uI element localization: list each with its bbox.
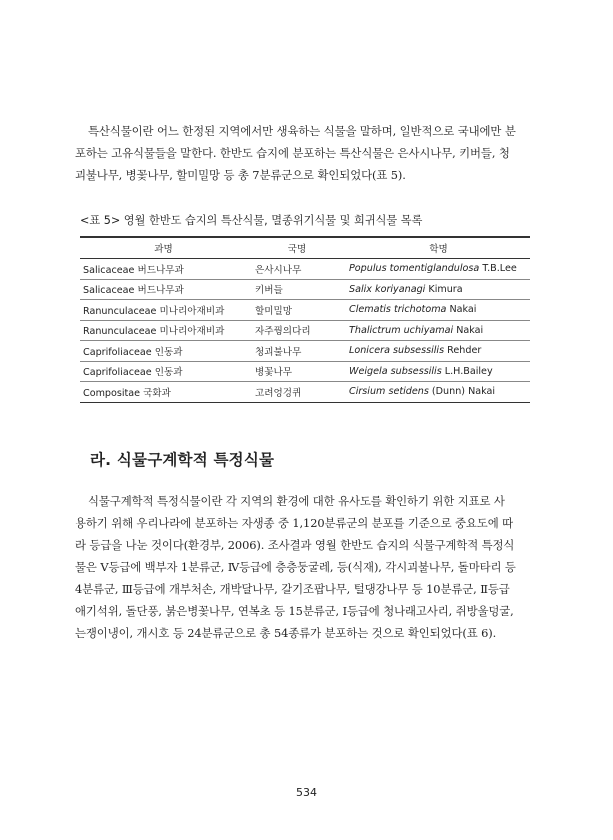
column-header-scientific-name: 학명: [347, 237, 530, 259]
scientific-name-author: (Dunn) Nakai: [431, 386, 496, 398]
scientific-name-cell: [347, 361, 530, 382]
scientific-name-author: L.H.Bailey: [444, 365, 493, 377]
column-header-family: 과명: [80, 237, 247, 259]
floristic-paragraph: [75, 490, 537, 644]
scientific-name-author: Nakai: [456, 324, 484, 336]
family-cell: Ranunculaceae 미나리아재비과: [80, 320, 247, 341]
scientific-name-cell: [347, 320, 530, 341]
paragraph-line: 라 등급을 나눈 것이다(환경부, 2006). 조사결과 영월 한반도 습지의 식물구계학적 특정식: [75, 538, 515, 552]
scientific-name-binomial: Cirsium setidens: [349, 386, 429, 398]
korean-name-cell: 청괴불나무: [247, 341, 347, 362]
korean-name-cell: 은사시나무: [247, 259, 347, 280]
table-row: [80, 300, 530, 321]
scientific-name-cell: [347, 259, 530, 280]
korean-name-cell: 할미밀망: [247, 300, 347, 321]
korean-name-cell: 자주꿩의다리: [247, 320, 347, 341]
paragraph-line: 4분류군, Ⅲ등급에 개부처손, 개박달나무, 갈기조팝나무, 털댕강나무 등 10분류군, Ⅱ등급: [75, 582, 510, 596]
family-cell: Salicaceae 버드나무과: [80, 279, 247, 300]
korean-name-cell: 병꽃나무: [247, 361, 347, 382]
scientific-name-author: Kimura: [428, 283, 463, 295]
family-cell: Caprifoliaceae 인동과: [80, 361, 247, 382]
scientific-name-author: Nakai: [449, 304, 477, 316]
scientific-name-author: T.B.Lee: [482, 263, 517, 275]
table-body: [80, 259, 530, 403]
korean-name-cell: 고려엉겅퀴: [247, 382, 347, 403]
paragraph-line: 특산식물이란 어느 한정된 지역에서만 생육하는 식물을 말하며, 일반적으로 국내에만 분: [88, 124, 516, 138]
section-heading: 라. 식물구계학적 특정식물: [90, 451, 275, 469]
column-header-korean-name: 국명: [247, 237, 347, 259]
paragraph-line: 포하는 고유식물들을 말한다. 한반도 습지에 분포하는 특산식물은 은사시나무, 키버들, 청: [75, 146, 510, 160]
scientific-name-binomial: Clematis trichotoma: [349, 304, 447, 316]
scientific-name-binomial: Salix koriyanagi: [349, 283, 426, 295]
table-caption: <표 5> 영월 한반도 습지의 특산식물, 멸종위기식물 및 희귀식물 목록: [80, 214, 423, 227]
family-cell: Caprifoliaceae 인동과: [80, 341, 247, 362]
scientific-name-binomial: Weigela subsessilis: [349, 365, 442, 377]
korean-name-cell: 키버들: [247, 279, 347, 300]
table-row: [80, 320, 530, 341]
table-row: [80, 361, 530, 382]
paragraph-line: 용하기 위해 우리나라에 분포하는 자생종 중 1,120분류군의 분포를 기준으로 중요도에 따: [75, 516, 514, 530]
family-cell: Salicaceae 버드나무과: [80, 259, 247, 280]
scientific-name-cell: [347, 279, 530, 300]
scientific-name-cell: [347, 382, 530, 403]
scientific-name-cell: [347, 341, 530, 362]
page-number: 534: [296, 786, 317, 799]
table-row: [80, 341, 530, 362]
table-row: [80, 259, 530, 280]
paragraph-line: 식물구계학적 특정식물이란 각 지역의 환경에 대한 유사도를 확인하기 위한 지표로 사: [88, 494, 505, 508]
table-header-row: [80, 237, 530, 259]
scientific-name-binomial: Thalictrum uchiyamai: [349, 324, 454, 336]
scientific-name-author: Rehder: [447, 345, 482, 357]
paragraph-line: 는쟁이냉이, 개시호 등 24분류군으로 총 54종류가 분포하는 것으로 확인되었다(표 6).: [75, 626, 497, 640]
paragraph-line: 괴불나무, 병꽃나무, 할미밀망 등 총 7분류군으로 확인되었다(표 5).: [75, 168, 406, 182]
paragraph-line: 애기석위, 돌단풍, 붉은병꽃나무, 연복초 등 15분류군, Ⅰ등급에 청나래고사리, 쥐방울덩굴,: [75, 604, 514, 618]
table-row: [80, 382, 530, 403]
family-cell: Compositae 국화과: [80, 382, 247, 403]
scientific-name-binomial: Lonicera subsessilis: [349, 345, 445, 357]
scientific-name-cell: [347, 300, 530, 321]
endemic-species-table: [80, 236, 530, 403]
intro-paragraph: [75, 120, 537, 186]
family-cell: Ranunculaceae 미나리아재비과: [80, 300, 247, 321]
scientific-name-binomial: Populus tomentiglandulosa: [349, 263, 480, 275]
table-row: [80, 279, 530, 300]
paragraph-line: 물은 Ⅴ등급에 백부자 1분류군, Ⅳ등급에 층층둥굴레, 등(식재), 각시괴불나무, 돌마타리 등: [75, 560, 516, 574]
